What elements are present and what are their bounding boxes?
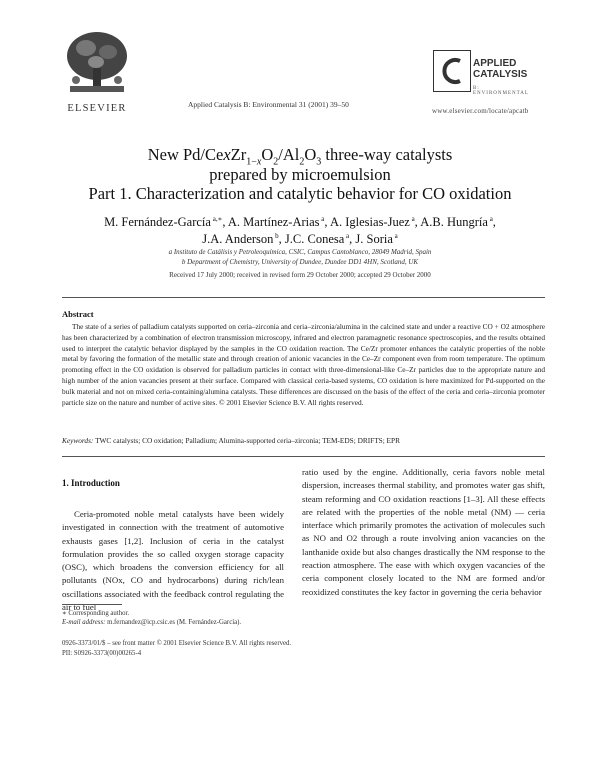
elsevier-tree-icon [62, 28, 132, 96]
journal-logo-sub: B: ENVIRONMENTAL [473, 86, 529, 96]
journal-logo-box [433, 50, 471, 92]
body-column-right: ratio used by the engine. Additionally, ceria favors noble metal dispersion, increases thermal stability, and promotes water gas shift, steam reforming and CO oxidation reactions [1–3]. All these effects are related with the properties of the noble metal (NM) — ceria interface which primarily promotes the activation of molecules such as NO and O2 through a route involving anion vacancies on the lanthanide oxide but also changes drastically the NM response to the reaction atmosphere. The ease with which oxygen vacancies of the ceria component closely located to the NM are formed and/or reoxidized constitutes the key factor in governing the ceria behavior [302, 467, 545, 597]
keywords: Keywords: TWC catalysts; CO oxidation; Palladium; Alumina-supported ceria–zirconia; TEM-EDS; DRIFTS; EPR [62, 436, 400, 445]
affiliation-b: b Department of Chemistry, University of Dundee, Dundee DD1 4HN, Scotland, UK [181, 258, 419, 266]
abstract-divider [62, 456, 545, 457]
body-column-left: Ceria-promoted noble metal catalysts have been widely investigated in connection with the treatment of automotive exhausts gases [1,2]. Inclusion of ceria in the catalyst formulation provides the so called oxygen storage capacity (OSC), which broadens the conversion efficiency for all pollutants (NOx, CO and hydrocarbons) during rich/lean oscillations associated with the feedback control regulating the air to fuel [62, 509, 284, 613]
footnote-email: E-mail address: m.fernandez@icp.csic.es (M. Fernández-García). [62, 619, 242, 626]
footnote-corresponding: ∗ Corresponding author. [62, 610, 130, 617]
paper-title-line-1: New $Pd/CexZr_{1-x}O_2/Al_2O_3$ three-way catalysts [147, 145, 453, 168]
journal-citation: Applied Catalysis B: Environmental 31 (2001) 39–50 [188, 100, 349, 109]
paper-title-line-2: prepared by microemulsion [209, 165, 391, 184]
paper-title-line-3: Part 1. Characterization and catalytic behavior for CO oxidation [88, 184, 512, 203]
abstract-body: The state of a series of palladium catalysts supported on ceria–zirconia and ceria–zirconia/alumina in the calcined state and under a reactive CO + O2 atmosphere has been characterized by a combination of electron transmission microscopy, infrared and electron paramagnetic resonance spectroscopies, and the results obtained used to interpret the catalytic behavior displayed by the samples in the CO oxidation reaction. The Ce/Zr promoter enhances the catalytic properties of the noble metal by favoring the formation of the metallic state and through creation of anionic vacancies in the Ce–Zr component even from room temperature. The optimum promoting effect in the CO oxidation is observed for palladium particles in contact with three-dimensional-like Ce–Zr particles due to the appropriate nature and high number of the anion vacancies present at their surface. Compared with classical ceria-based systems, CO oxidation is here maximized for Pd-supported on the bulk material and not on mixed ceria-containing/alumina catalysts. These differences are discussed on the basis of the effect of the ceria and ceria–zirconia promoter particle size on the nature and number of active sites. © 2001 Elsevier Science B.V. All rights reserved. [62, 322, 545, 407]
journal-url[interactable]: www.elsevier.com/locate/apcatb [432, 107, 529, 115]
received-dates: Received 17 July 2000; received in revised form 29 October 2000; accepted 29 October 2000 [169, 271, 431, 279]
copyright-line: 0926-3373/01/$ – see front matter © 2001 Elsevier Science B.V. All rights reserved. [62, 640, 292, 647]
pii-line: PII: S0926-3373(00)00265-4 [62, 650, 142, 657]
publisher-logo [62, 28, 132, 113]
top-divider [62, 297, 545, 298]
journal-logo-text: APPLIED CATALYSIS [473, 58, 528, 80]
authors-line-1: M. Fernández-García $^{a,∗}$, A. Martínez-Arias $^a$, A. Iglesias-Juez $^a$, A.B. Hungría $^a$, [104, 215, 496, 230]
catalysis-c-icon [434, 51, 470, 91]
publisher-name: ELSEVIER [67, 103, 127, 114]
abstract-heading: Abstract [62, 309, 94, 319]
section-heading-introduction: 1. Introduction [62, 478, 120, 488]
authors-line-2: J.A. Anderson $^b$, J.C. Conesa $^a$, J. Soria $^a$ [202, 232, 398, 247]
affiliation-a: a Instituto de Catálisis y Petroleoquímica, CSIC, Campus Cantoblanco, 28049 Madrid, Spain [168, 248, 432, 256]
footnote-divider [62, 604, 122, 605]
